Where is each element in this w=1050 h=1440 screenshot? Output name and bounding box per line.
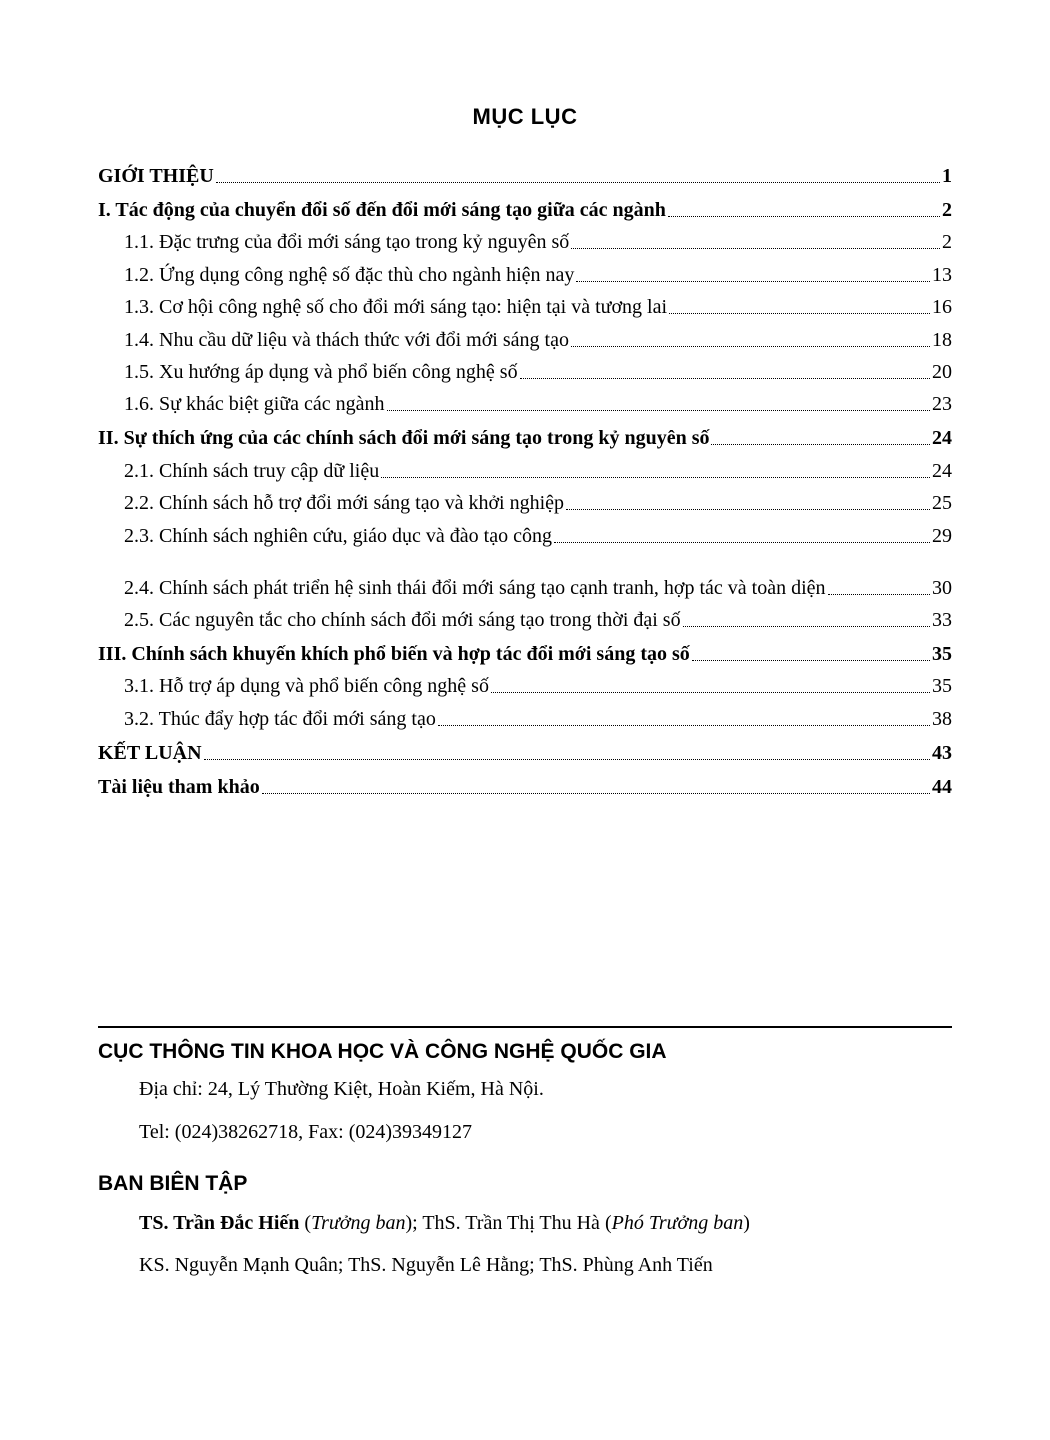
toc-entry-page: 16 [932,296,952,319]
dot-leader [520,377,930,379]
toc-entry-label: Tài liệu tham khảo [98,775,260,798]
toc-entry[interactable] [98,154,952,188]
dot-leader [554,541,930,543]
toc-entry-page: 35 [932,675,952,698]
toc-entry[interactable] [98,515,952,547]
toc-entry-page: 43 [932,741,952,764]
editorial-board-title: BAN BIÊN TẬP [98,1172,248,1195]
toc-entry-page: 44 [932,775,952,798]
toc-entry-page: 33 [932,608,952,631]
toc-entry[interactable] [98,548,952,600]
board-head-role: Trưởng ban [311,1212,406,1234]
toc-entry[interactable] [98,188,952,222]
toc-entry-label: II. Sự thích ứng của các chính sách đổi mới sáng tạo trong kỷ nguyên số [98,427,710,450]
toc-entry-label: 3.2. Thúc đẩy hợp tác đổi mới sáng tạo [124,707,436,730]
toc-entry-page: 2 [942,231,952,254]
toc-entry-label: 2.4. Chính sách phát triển hệ sinh thái đổi mới sáng tạo cạnh tranh, hợp tác và toàn diện [124,576,826,599]
toc-entry-label: KẾT LUẬN [98,741,202,764]
toc-entry[interactable] [98,254,952,286]
toc-entry-page: 1 [942,165,952,187]
toc-entry-label: 1.2. Ứng dụng công nghệ số đặc thù cho ngành hiện nay [124,263,575,286]
toc-entry-page: 2 [942,199,952,221]
dot-leader [683,625,930,627]
toc-entry-page: 24 [932,459,952,482]
toc-entry[interactable] [98,731,952,765]
publisher-phone: Tel: (024)38262718, Fax: (024)39349127 [139,1121,473,1143]
dot-leader [262,792,930,794]
toc-entry[interactable] [98,222,952,254]
toc-entry[interactable] [98,698,952,730]
board-head-name: TS. Trần Đắc Hiến [139,1212,300,1234]
board-deputy-name: ThS. Trần Thị Thu Hà [422,1212,600,1234]
toc-entry-page: 29 [932,524,952,547]
toc-entry-page: 30 [932,576,952,599]
dot-leader [571,247,940,249]
toc-entry-label: 2.3. Chính sách nghiên cứu, giáo dục và đào tạo công [124,524,552,547]
dot-leader [711,443,930,445]
toc-entry-label: GIỚI THIỆU [98,165,214,187]
toc-entry-label: 1.4. Nhu cầu dữ liệu và thách thức với đổi mới sáng tạo [124,328,569,351]
toc-title: MỤC LỤC [472,104,578,129]
toc-entry-page: 20 [932,360,952,383]
toc-entry-page: 18 [932,328,952,351]
publisher-address: Địa chỉ: 24, Lý Thường Kiệt, Hoàn Kiếm, Hà Nội. [139,1078,544,1100]
dot-leader [828,593,930,595]
toc-entry[interactable] [98,600,952,632]
toc-entry-label: 1.6. Sự khác biệt giữa các ngành [124,393,385,416]
toc-entry[interactable] [98,384,952,416]
toc-entry-label: 2.2. Chính sách hỗ trợ đổi mới sáng tạo và khởi nghiệp [124,492,565,515]
dot-leader [491,691,930,693]
toc-entry[interactable] [98,765,952,799]
toc-entry-label: 2.5. Các nguyên tắc cho chính sách đổi mới sáng tạo trong thời đại số [124,608,681,631]
board-deputy-role: Phó Trưởng ban [611,1212,744,1234]
toc-entry-label: 1.1. Đặc trưng của đổi mới sáng tạo trong kỷ nguyên số [124,231,570,254]
dot-leader [571,345,930,347]
toc-entry-page: 25 [932,492,952,515]
toc-entry[interactable] [98,319,952,351]
toc-entry[interactable] [98,352,952,384]
publisher-name: CỤC THÔNG TIN KHOA HỌC VÀ CÔNG NGHỆ QUỐC GIA [98,1040,667,1063]
toc-entry-label: 2.1. Chính sách truy cập dữ liệu [124,459,380,482]
toc-entry-page: 35 [932,642,952,665]
dot-leader [387,409,931,411]
dot-leader [216,181,940,183]
toc-entry-page: 38 [932,707,952,730]
editorial-board-leaders: TS. Trần Đắc Hiến (Trưởng ban); ThS. Trần Thị Thu Hà (Phó Trưởng ban) [139,1212,750,1234]
dot-leader [204,758,930,760]
dot-leader [576,280,930,282]
toc-entry-label: III. Chính sách khuyến khích phổ biến và hợp tác đổi mới sáng tạo số [98,642,690,665]
dot-leader [566,508,930,510]
horizontal-divider [98,1026,952,1028]
dot-leader [668,215,940,217]
toc-entry[interactable] [98,416,952,450]
toc-entry-page: 23 [932,393,952,416]
dot-leader [381,476,930,478]
toc-entry-label: 1.5. Xu hướng áp dụng và phổ biến công nghệ số [124,360,518,383]
toc-entry[interactable] [98,632,952,666]
toc-entry[interactable] [98,450,952,482]
table-of-contents [98,154,952,799]
toc-entry-label: I. Tác động của chuyển đổi số đến đổi mới sáng tạo giữa các ngành [98,199,666,221]
dot-leader [692,659,930,661]
toc-entry[interactable] [98,287,952,319]
toc-entry-page: 13 [932,263,952,286]
toc-entry-label: 3.1. Hỗ trợ áp dụng và phổ biến công nghệ số [124,675,489,698]
toc-entry-label: 1.3. Cơ hội công nghệ số cho đổi mới sáng tạo: hiện tại và tương lai [124,296,668,319]
toc-entry-page: 24 [932,427,952,450]
editorial-board-members: KS. Nguyễn Mạnh Quân; ThS. Nguyễn Lê Hằng; ThS. Phùng Anh Tiến [139,1254,713,1276]
toc-entry[interactable] [98,483,952,515]
dot-leader [669,312,930,314]
dot-leader [438,724,930,726]
toc-entry[interactable] [98,666,952,698]
